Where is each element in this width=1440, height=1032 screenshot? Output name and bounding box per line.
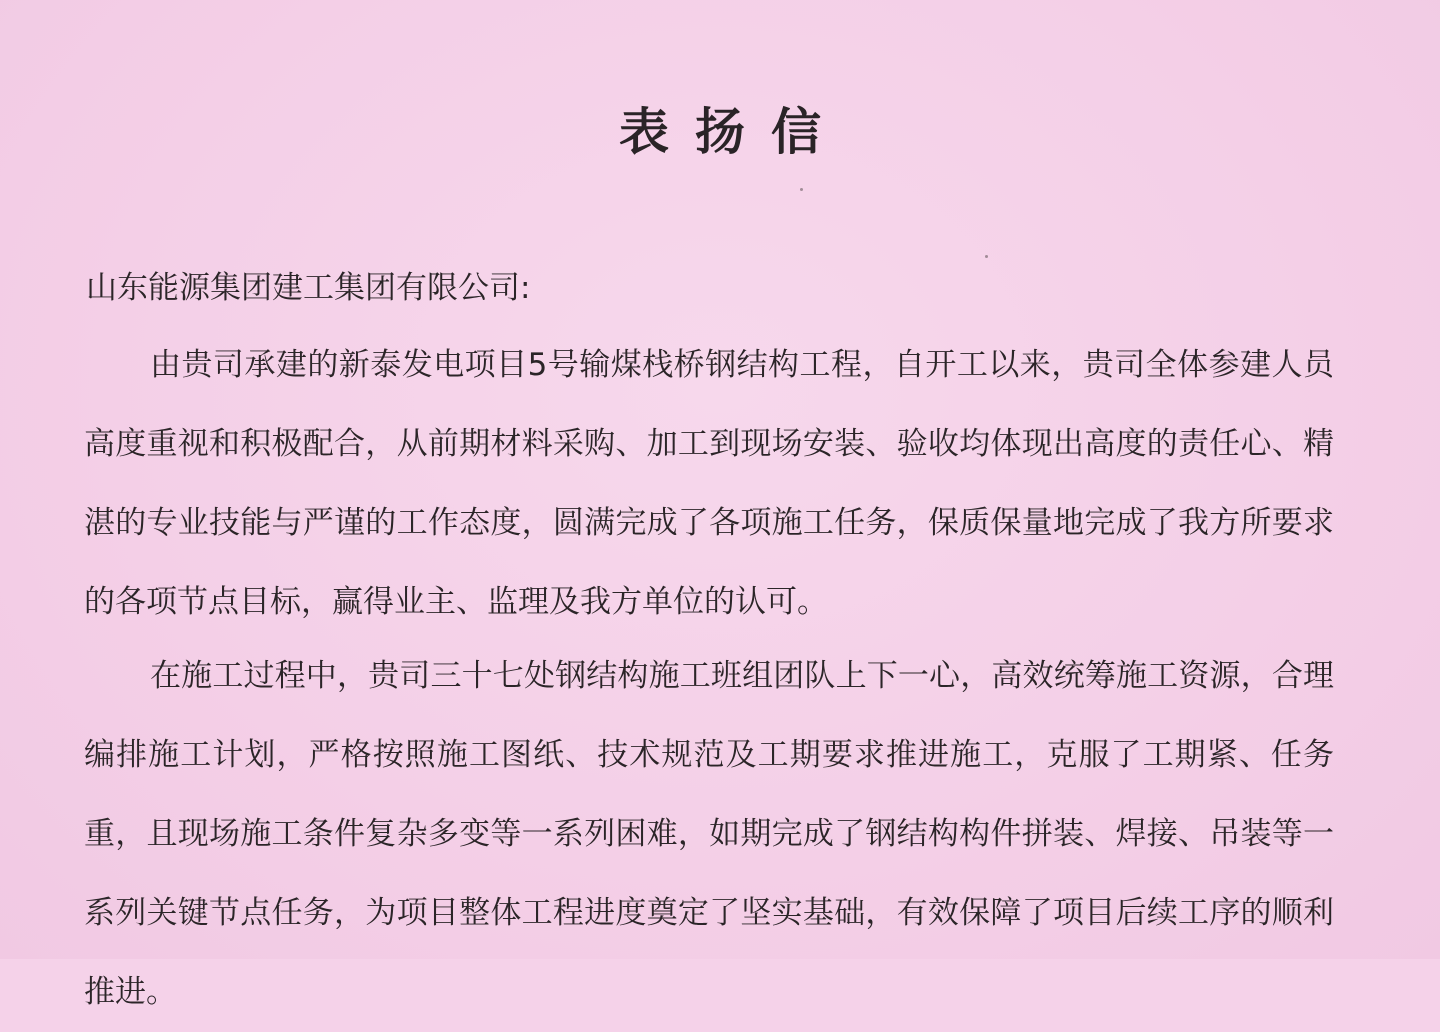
letter-salutation: 山东能源集团建工集团有限公司: — [86, 270, 531, 306]
letter-title: 表扬信 — [619, 103, 847, 161]
letter-paragraph-2: 在施工过程中，贵司三十七处钢结构施工班组团队上下一心，高效统筹施工资源，合理编排施工计划，严格按照施工图纸、技术规范及工期要求推进施工，克服了工期紧、任务重，且现场施工条件复杂多变等一系列困难，如期完成了钢结构构件拼装、焊接、吊装等一系列关键节点任务，为项目整体工程进度奠定了坚实基础，有效保障了项目后续工序的顺利推进。 — [84, 658, 1334, 1010]
letter-paragraph-1: 由贵司承建的新泰发电项目5号输煤栈桥钢结构工程，自开工以来，贵司全体参建人员高度重视和积极配合，从前期材料采购、加工到现场安装、验收均体现出高度的责任心、精湛的专业技能与严谨的工作态度，圆满完成了各项施工任务，保质保量地完成了我方所要求的各项节点目标，赢得业主、监理及我方单位的认可。 — [84, 347, 1334, 620]
paper-speck — [800, 188, 803, 191]
paper-speck — [985, 255, 988, 258]
